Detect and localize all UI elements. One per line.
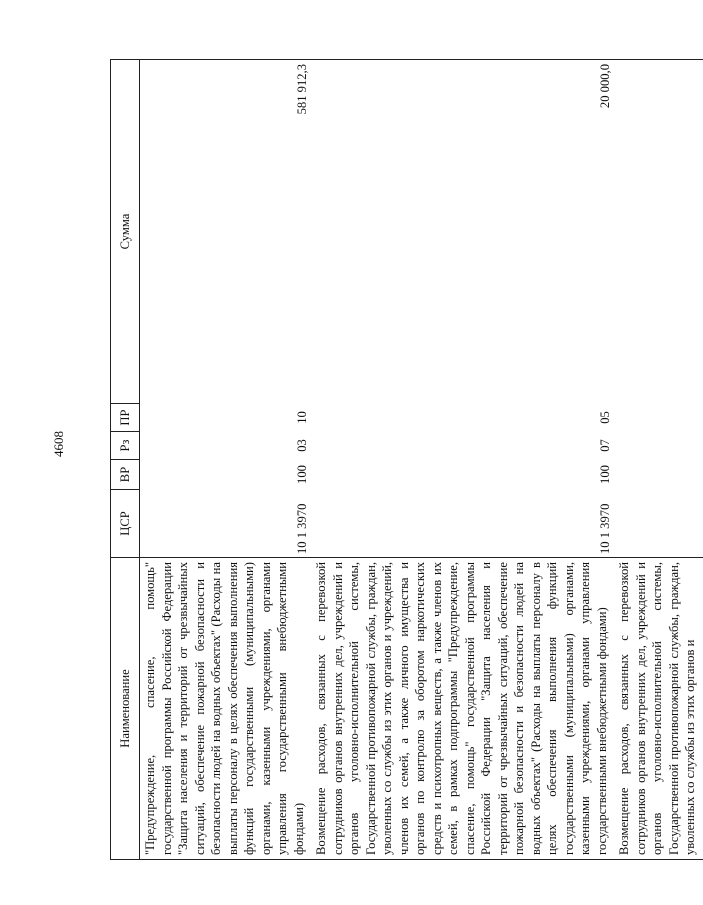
header-csr: ЦСР [111,490,140,558]
header-vr: ВР [111,460,140,490]
row-sum: 581 912,3 [140,60,312,404]
header-rz: Рз [111,432,140,460]
rotated-page-content [110,60,697,860]
row-name: "Предупреждение, спасение, помощь" государственной программы Российской Федерации "Защита населения и территорий от чрезвычайных ситуаций, обеспечение пожарной безопасности и безопасности людей на водных объектах" (Расходы на выплаты персоналу в целях обеспечения выполнения функций государственными (муниципальными) органами, казенными учреждениями, органами управления государственными внебюджетными фондами) [140,558,312,860]
header-name: Наименование [111,558,140,860]
page-number: 4608 [51,431,66,457]
table-row [311,60,614,860]
row-rz [614,432,703,460]
row-pr: 05 [597,411,612,424]
budget-table [110,59,703,860]
table-row [614,60,703,860]
header-pr: ПР [111,404,140,432]
row-sum: 20 000,0 [311,60,614,404]
table-header-row [111,60,140,860]
row-name: Возмещение расходов, связанных с перевозкой сотрудников органов внутренних дел, учреждений и органов уголовно-исполнительной системы, Государственной противопожарной службы, граждан, уволенных со службы из этих органов и [614,558,703,860]
row-rz: 03 [294,439,309,452]
row-sum [614,60,703,404]
row-csr: 10 1 3970 [597,503,612,554]
row-csr [614,490,703,558]
header-sum: Сумма [111,60,140,404]
row-csr: 10 1 3970 [294,503,309,554]
row-name: Возмещение расходов, связанных с перевозкой сотрудников органов внутренних дел, учреждений и органов уголовно-исполнительной системы, Государственной противопожарной службы, граждан, уволенных со службы из этих органов и учреждений, членов их семей, а также личного имущества и органов по контролю за оборотом наркотических средств и психотропных веществ, а также членов их семей, в рамках подпрограммы "Предупреждение, спасение, помощь" государственной программы Российской Федерации "Защита населения и территорий от чрезвычайных ситуаций, обеспечение пожарной безопасности и безопасности людей на водных объектах" (Расходы на выплаты персоналу в целях обеспечения выполнения функций государственными (муниципальными) органами, казенными учреждениями, органами управления государственными внебюджетными фондами) [311,558,614,860]
row-pr: 10 [294,411,309,424]
row-vr: 100 [294,465,309,484]
row-vr [614,460,703,490]
row-vr: 100 [597,465,612,484]
row-pr [614,404,703,432]
row-rz: 07 [597,439,612,452]
table-row [140,60,312,860]
